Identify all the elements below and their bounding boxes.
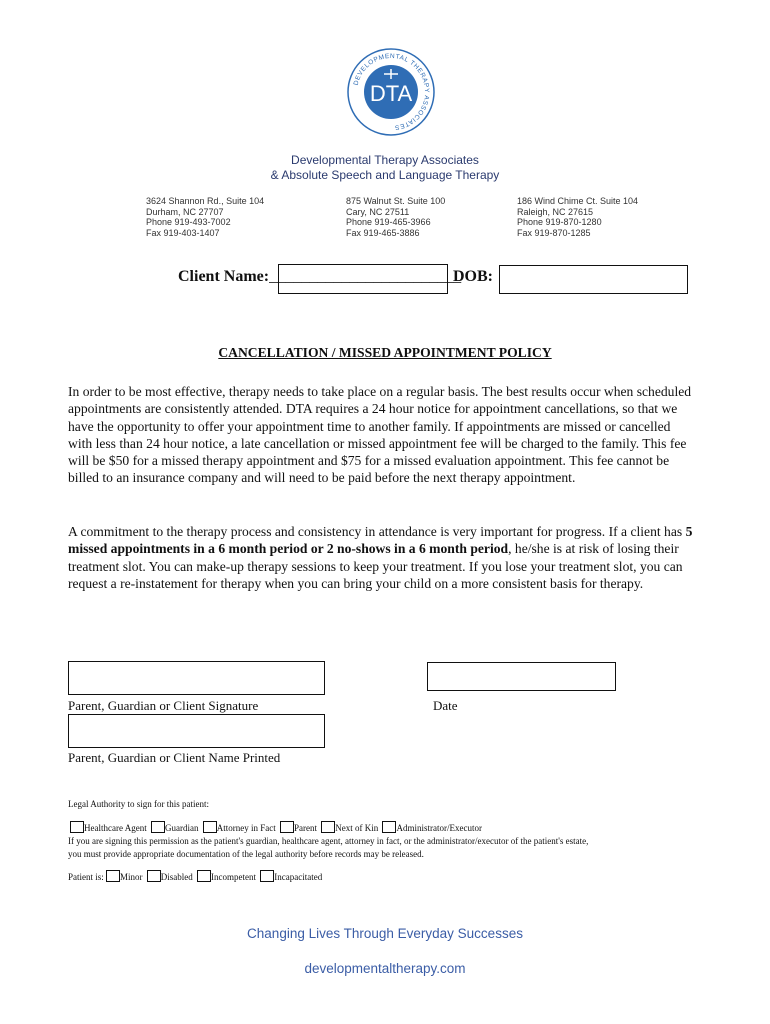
option-parent[interactable] (280, 821, 317, 833)
option-incompetent[interactable] (197, 870, 256, 882)
option-label: Attorney in Fact (216, 823, 276, 833)
client-name-field[interactable]: ________________________ (269, 268, 462, 285)
office-street: 3624 Shannon Rd., Suite 104 (146, 196, 265, 206)
client-name-input[interactable] (278, 264, 448, 294)
patient-status-label: Patient is: (68, 872, 104, 882)
option-label: Minor (120, 872, 143, 882)
dob-input[interactable] (499, 265, 688, 294)
office-raleigh (517, 196, 687, 238)
paragraph-text: In order to be most effective, therapy needs to take place on a regular basis. The best results occur when scheduled appointments are consistently attended. DTA requires a 24 hour notice for appointment cancellations, so that we have the opportunity to offer your appointment time to another family. If appointments are missed or cancelled with less than 24 hour notice, a late cancellation or missed appointment fee will be charged to the family. This fee will be $50 for a missed therapy appointment and $75 for a missed evaluation appointment. This fee cannot be billed to an insurance company and will need to be paid before the next therapy appointment. (68, 384, 692, 486)
checkbox[interactable] (106, 870, 120, 882)
option-label: Parent (293, 823, 317, 833)
office-phone: Phone 919-493-7002 (146, 217, 231, 227)
office-phone: Phone 919-870-1280 (517, 217, 602, 227)
office-city: Cary, NC 27511 (346, 206, 410, 217)
dob-label: DOB: (453, 268, 493, 285)
checkbox[interactable] (203, 821, 217, 833)
printed-name-input[interactable] (68, 714, 325, 748)
legal-note-line1: If you are signing this permission as the patient's guardian, healthcare agent, attorney in fact, or the administrator/executor of the patient's estate, (68, 836, 589, 846)
checkbox[interactable] (280, 821, 294, 833)
office-street: 875 Walnut St. Suite 100 (346, 196, 446, 206)
option-minor[interactable] (106, 870, 143, 882)
signature-input[interactable] (68, 661, 325, 695)
date-input[interactable] (427, 662, 616, 691)
option-label: Incapacitated (274, 872, 323, 882)
office-cary (346, 196, 516, 238)
paragraph-text: A commitment to the therapy process and consistency in attendance is very important for progress. If a client has (68, 524, 686, 539)
option-label: Incompetent (211, 872, 256, 882)
checkbox[interactable] (321, 821, 335, 833)
paragraph-bold-text: 5 missed appointments in a 6 month period or 2 no-shows in a 6 month period (68, 524, 693, 557)
checkbox[interactable] (260, 870, 274, 882)
printed-name-label: Parent, Guardian or Client Name Printed (68, 750, 281, 765)
office-phone: Phone 919-465-3966 (346, 217, 431, 227)
option-attorney-in-fact[interactable] (203, 821, 276, 833)
option-next-of-kin[interactable] (321, 821, 378, 833)
footer-tagline: Changing Lives Through Everyday Successes (247, 926, 523, 941)
office-durham (146, 196, 316, 238)
checkbox[interactable] (70, 821, 84, 833)
option-administrator-executor[interactable] (382, 821, 481, 833)
option-label: Next of Kin (335, 823, 379, 833)
legal-note-line2: you must provide appropriate documentation of the legal authority before records may be released. (68, 849, 424, 859)
signature-label: Parent, Guardian or Client Signature (68, 698, 259, 713)
org-name-line2: & Absolute Speech and Language Therapy (270, 168, 500, 182)
option-label: Administrator/Executor (396, 823, 482, 833)
legal-authority-options (70, 821, 484, 833)
office-fax: Fax 919-403-1407 (146, 227, 220, 238)
policy-paragraph-2 (68, 523, 700, 592)
option-label: Disabled (160, 872, 193, 882)
org-name-line1: Developmental Therapy Associates (291, 153, 479, 167)
dta-logo (346, 47, 436, 137)
client-name-label: Client Name: (178, 268, 270, 285)
office-city: Durham, NC 27707 (146, 206, 224, 217)
logo-ring-text: DEVELOPMENTAL THERAPY ASSOCIATES (352, 52, 431, 131)
checkbox[interactable] (151, 821, 165, 833)
checkbox[interactable] (197, 870, 211, 882)
paragraph-text: , he/she is at risk of losing their treatment slot. You can make-up therapy sessions to keep your treatment. If you lose your treatment slot, you can request a re-instatement for therapy when you can bring your child on a more consistent basis for therapy. (68, 541, 683, 591)
option-healthcare-agent[interactable] (70, 821, 147, 833)
logo-monogram: DTA (369, 81, 413, 106)
checkbox[interactable] (382, 821, 396, 833)
policy-title: CANCELLATION / MISSED APPOINTMENT POLICY (218, 345, 552, 360)
option-incapacitated[interactable] (260, 870, 322, 882)
option-label: Guardian (164, 823, 199, 833)
date-label: Date (433, 698, 458, 713)
checkbox[interactable] (147, 870, 161, 882)
footer-website[interactable]: developmentaltherapy.com (304, 961, 466, 976)
policy-paragraph-1 (68, 383, 698, 487)
legal-authority-heading: Legal Authority to sign for this patient: (68, 799, 209, 809)
option-guardian[interactable] (151, 821, 199, 833)
office-street: 186 Wind Chime Ct. Suite 104 (517, 196, 639, 206)
office-fax: Fax 919-465-3886 (346, 227, 420, 238)
option-label: Healthcare Agent (84, 823, 147, 833)
patient-status-row (68, 870, 324, 882)
office-city: Raleigh, NC 27615 (517, 206, 594, 217)
option-disabled[interactable] (147, 870, 193, 882)
office-fax: Fax 919-870-1285 (517, 227, 591, 238)
